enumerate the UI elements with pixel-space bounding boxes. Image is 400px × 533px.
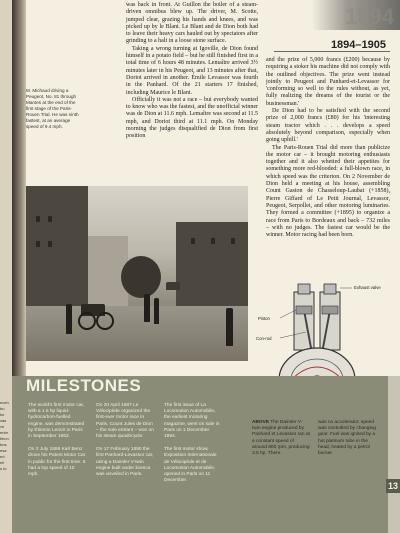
person [66,304,72,334]
paragraph: Officially it was not a race – but everybody wanted to know who was the fastest, and the unofficial winner was de Dion at 11.6 mph. Lemaître was second at 11.5 mph, and Doriot third at 11.1 mph. On Monday morning the judges disqualified de Dion from first position [126,96,258,140]
prev-page-fragment: bu [0,406,5,411]
margin-strip [388,376,400,533]
paragraph: Taking a wrong turning at Igoville, de Dion found himself in a potato field – but he still finished first in a total time of 6 hours 48 minutes. Lemaître arrived 3½ minutes later in his Peugeot, and 13 minutes after that, Doriot arrived in another. Émile Levassor was fourth in the Panhard. Of the 21 starters 17 finished, including Maurice le Blant. [126,45,258,96]
milestone-entry: The first motor show, Exposition Internationale de Vélocipède et de Locomotion Automobile, opened in Paris on 11 December. [164,447,217,484]
window [36,216,40,222]
building [26,186,88,311]
milestone-entry: The first issue of La Locomotion Automobile, the earliest motoring magazine, went on sale in Paris on 1 December 1894. [164,403,220,440]
prev-page-fragment: tleun [0,436,9,441]
window [211,238,215,244]
building [176,222,248,312]
prev-page-fragment: kn [0,412,5,417]
caption-text: was no accelerator; speed was controlled by changing gear. Fuel was ignited by a hot platinum tube in the head, heated by a petrol burner. [318,420,376,457]
person [154,298,159,324]
street [26,306,248,361]
photo-caption: M. Michaud driving a Peugeot, No. 81 through Mantes at the end of the first stage of the Paris-Rouen Trial. He was ninth fastest, at an average speed of 9.4 mph. [26,88,79,129]
window [191,238,195,244]
prev-page-fragment: bus [0,442,7,447]
caption-text: The Daimler V-twin engine produced by Panhard et Levassor ran at a constant speed of around 800 rpm, producing 3.5 hp. There [252,420,310,457]
milestones-title: MILESTONES [26,376,142,395]
prev-page-fragment: ve [0,424,5,429]
window [36,241,40,247]
chapter-years: 1894–1905 [330,39,386,51]
milestone-entry: On 17 February 1890 the first Panhard-Levassor car, using a Daimler V-twin engine built under licence was unveiled in Paris. [96,447,154,478]
header-rule [274,51,390,52]
paragraph: and the prize of 5,000 francs (£200) because by requiring a stoker his machine did not comply with the outlined objectives. The prize went instead jointly to Peugeot and Panhard-et-Levassor for 'conforming so well to the rules without, as yet, fully realizing the dreams of the tourist or the businessman.' [266,57,390,107]
car-wheel [78,312,96,330]
header-ghost-year: 1894 [345,4,394,29]
paragraph: De Dion had to be satisfied with the second prize of 2,000 francs (£80) for his 'interesting steam tractor which . . . develops a speed absolutely beyond comparison, especially when going uphill.' [266,108,390,144]
prev-page-fragment: ell [0,460,5,465]
text-column-1 [126,2,258,141]
prev-page-fragment: enbr [0,430,9,435]
con-rod-label: Con-rod [256,336,272,341]
milestone-entry: The world's first motor car, with a 1.5 hp liquid-hydrocarbon-fuelled engine, was demonstrated by Étienne Lenoir in Paris in September 1863. [28,403,85,440]
prev-page-fragment: vas [0,418,7,423]
diagram-caption-column-2 [318,420,376,457]
piston-label: Piston [258,316,270,321]
window [48,241,52,247]
person [226,308,233,346]
tree [121,256,161,298]
prev-page-fragment: eceh [0,400,9,405]
window [231,238,235,244]
prev-page-fragment: s to [0,466,7,471]
milestone-entry: On 20 April 1887 Le Vélocipède organized the first-ever motor race in Paris. Count Jules de Dion – the sole entrant – won on his steam quadricycle. [96,403,154,440]
book-page [12,0,400,533]
diagram-caption-column-1 [252,420,310,457]
header-band [312,0,400,30]
exhaust-valve-label: Exhaust valve [354,285,381,290]
milestones-column-3 [164,403,222,491]
prev-page-fragment: ed [0,454,5,459]
person [144,294,150,322]
paragraph: was back in front. At Guillon the boiler of a steam-driven omnibus blew up. The driver, M. Scotte, jumped clear, grazing his hands and knees, and was picked up by le Blant. Le Blant and de Dion both had to leave their heavy cars hauled out by spectators after grinding to a halt in a loose stone surface. [126,2,258,45]
prev-page-fragment: esa [0,448,7,453]
historic-street-photo [26,186,248,361]
distant-carriage [166,282,180,290]
previous-page-edge [0,0,12,533]
milestone-entry: On 3 July 1886 Karl Benz drove his Patent Motor Car in public for the first time. It had a top speed of 10 mph. [28,447,86,478]
milestones-column-1 [28,403,86,485]
page-number: 13 [387,481,398,491]
caption-lead: ABOVE [252,420,270,425]
text-column-2 [266,57,390,239]
car-wheel [96,312,114,330]
paragraph: The Paris-Rouen Trial did more than publicize the motor car – it brought motoring enthusiasts together and it also whetted their appetites for something more red-blooded: a full-blown race, in which speed was the criterion. On 2 November de Dion held a meeting at his house, assembling Count Gaston de Chasseloup-Laubat (+1858), Pierre Giffard of Le Petit Journal, Levassor, Peugeot, Serpollet, and other motoring luminaries. They formed a committee (+1895) to organize a race from Paris to Bordeaux and back – 732 miles – with no judges. The fastest car would be the winner. Motor racing had been born. [266,144,390,239]
window [48,216,52,222]
milestones-column-2 [96,403,154,485]
